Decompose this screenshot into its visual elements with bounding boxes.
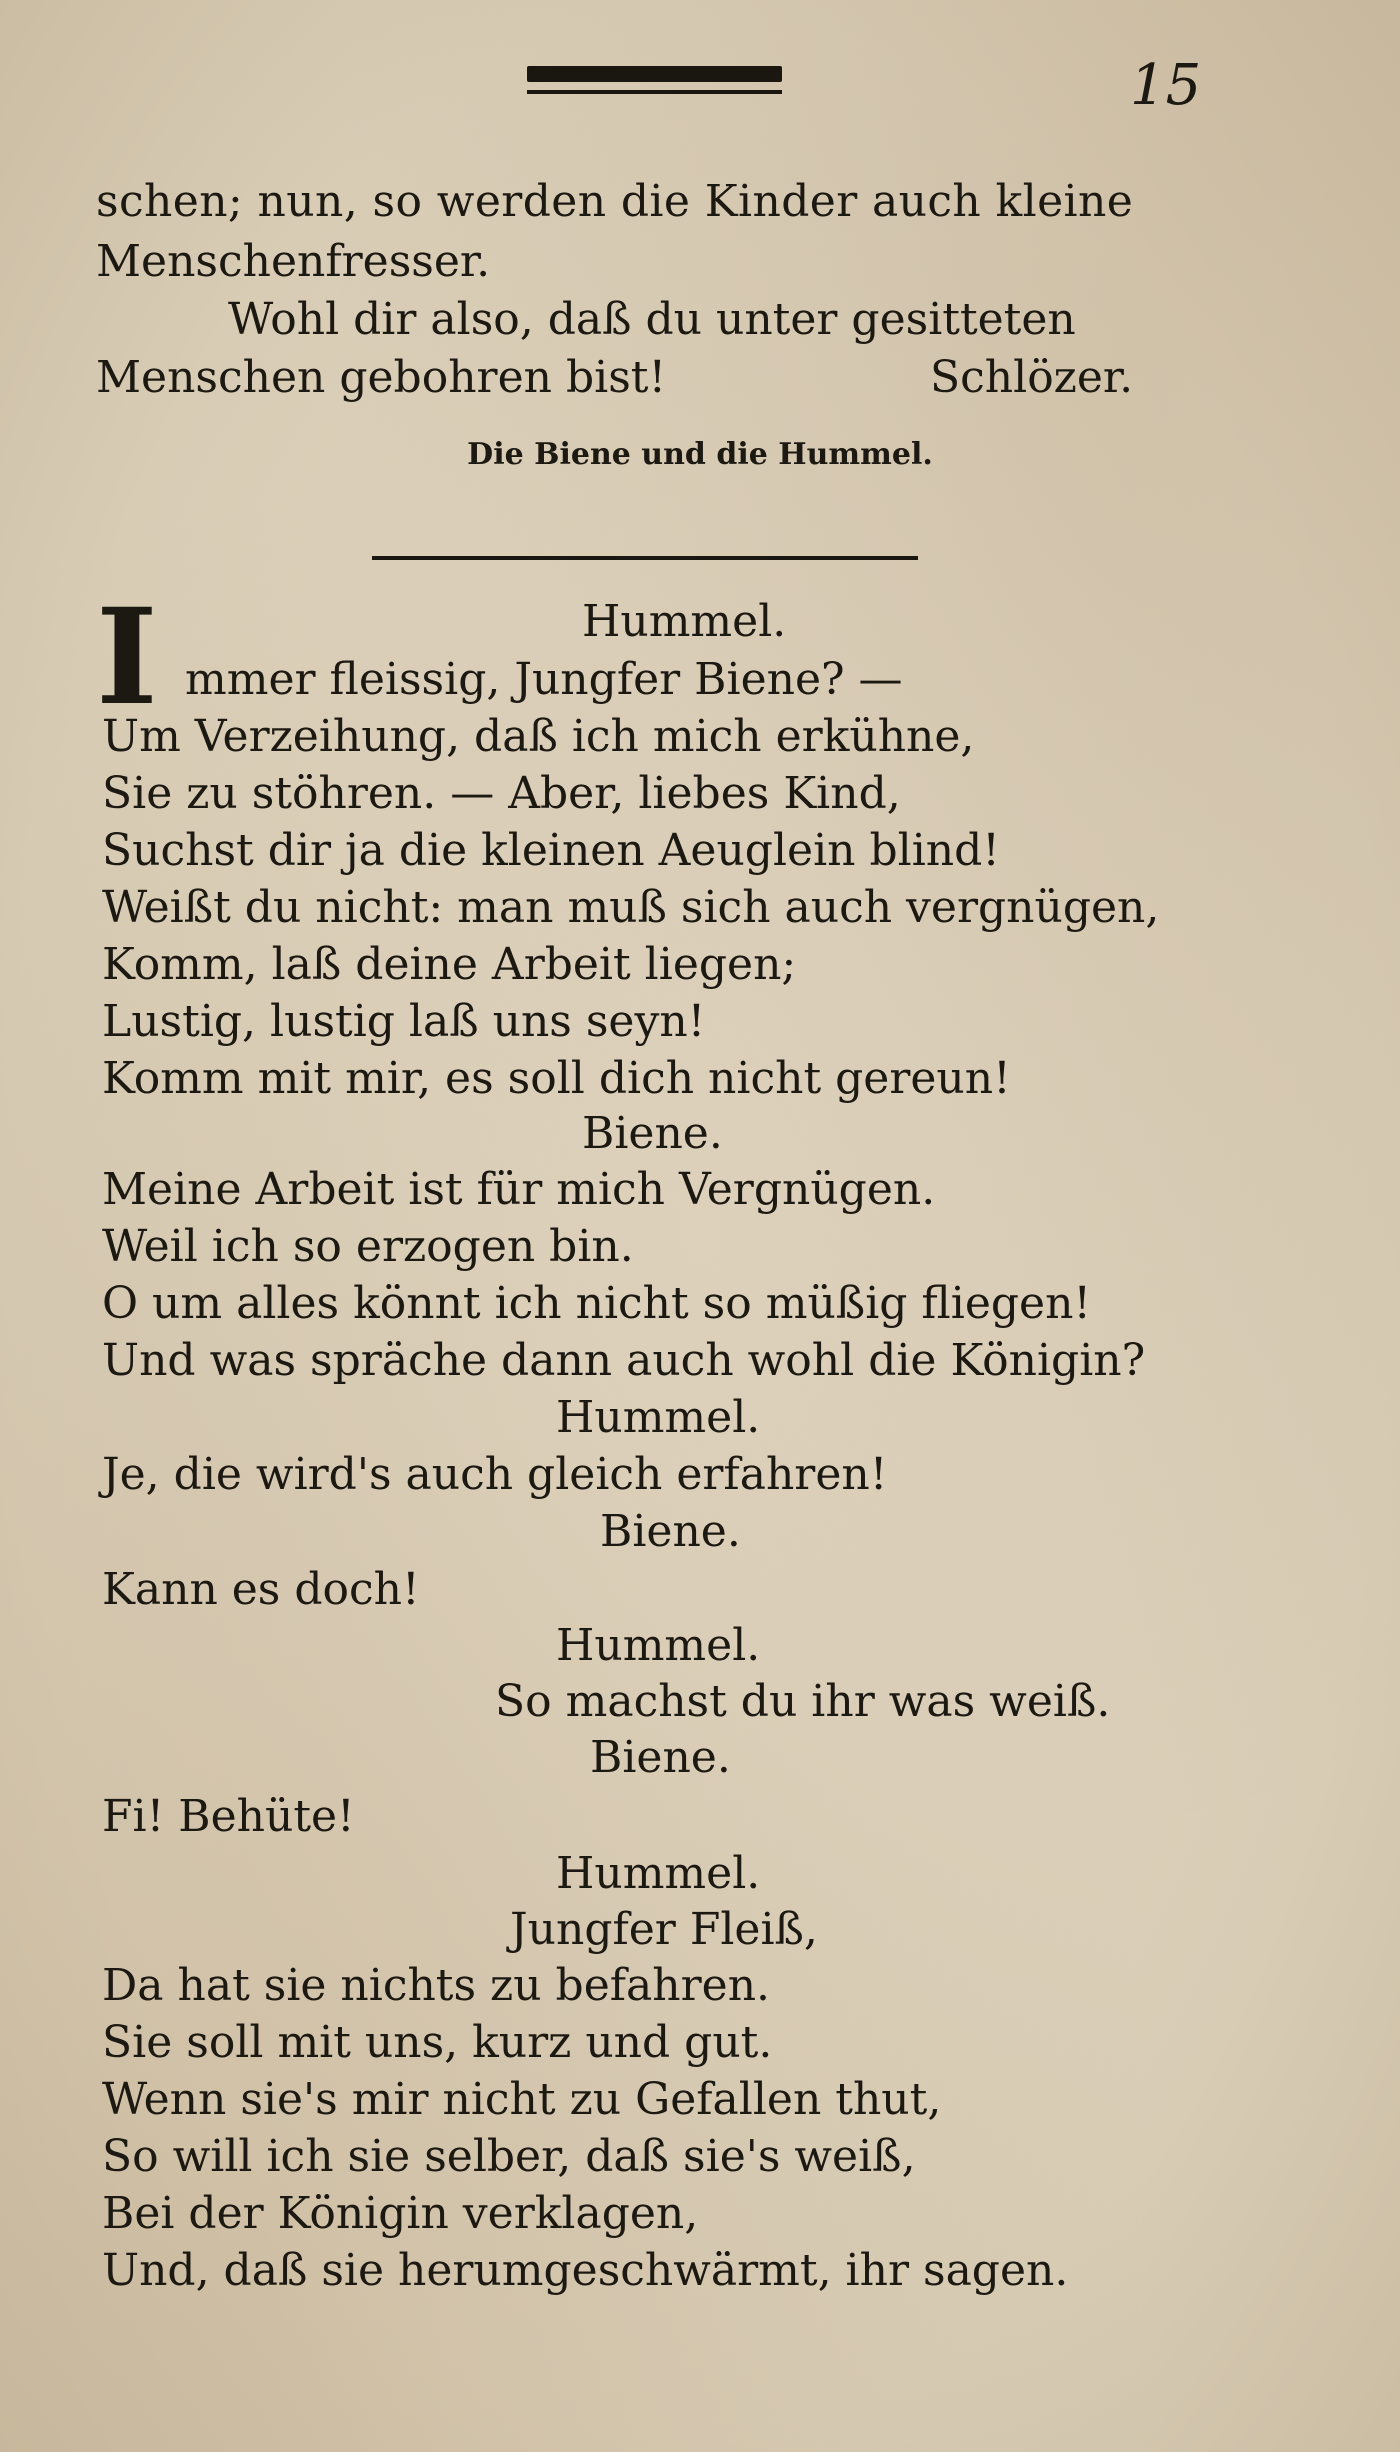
text-line: schen; nun, so werden die Kinder auch kleine — [96, 176, 1134, 227]
verse-line: Komm mit mir, es soll dich nicht gereun! — [102, 1053, 1011, 1104]
poem-title: Die Biene und die Hummel. — [467, 437, 933, 472]
verse-line: Sie soll mit uns, kurz und gut. — [102, 2017, 773, 2068]
speaker-name: Hummel. — [582, 596, 787, 647]
verse-line: Meine Arbeit ist für mich Vergnügen. — [102, 1164, 936, 1215]
verse-line: Weil ich so erzogen bin. — [102, 1221, 634, 1272]
verse-line: Sie zu stöhren. — Aber, liebes Kind, — [102, 768, 901, 819]
verse-line: Weißt du nicht: man muß sich auch vergnügen, — [102, 882, 1160, 933]
verse-line: So machst du ihr was weiß. — [495, 1676, 1111, 1727]
title-rule — [372, 556, 918, 560]
verse-line: Bei der Königin verklagen, — [102, 2188, 699, 2239]
verse-line: Wenn sie's mir nicht zu Gefallen thut, — [102, 2074, 942, 2125]
verse-line: Fi! Behüte! — [102, 1791, 355, 1842]
text-line: Wohl dir also, daß du unter gesitteten — [228, 294, 1076, 345]
verse-line: So will ich sie selber, daß sie's weiß, — [102, 2131, 916, 2182]
verse-line: Je, die wird's auch gleich erfahren! — [102, 1449, 888, 1500]
verse-line: Lustig, lustig laß uns seyn! — [102, 996, 706, 1047]
verse-line: Und, daß sie herumgeschwärmt, ihr sagen. — [102, 2245, 1069, 2296]
text-line: Menschen gebohren bist! — [96, 352, 667, 403]
speaker-name: Biene. — [590, 1732, 731, 1783]
speaker-name: Biene. — [582, 1108, 723, 1159]
verse-line: Kann es doch! — [102, 1564, 420, 1615]
header-rule-thick — [527, 66, 782, 82]
verse-line: mmer fleissig, Jungfer Biene? — — [185, 654, 903, 705]
text-line: Menschenfresser. — [96, 236, 491, 287]
verse-line: Und was spräche dann auch wohl die Königin? — [102, 1335, 1146, 1386]
drop-cap: I — [96, 580, 158, 735]
verse-line: O um alles könnt ich nicht so müßig fliegen! — [102, 1278, 1092, 1329]
header-ornament-rule — [527, 66, 782, 100]
verse-line: Jungfer Fleiß, — [510, 1904, 818, 1955]
speaker-name: Hummel. — [556, 1848, 761, 1899]
verse-line: Da hat sie nichts zu befahren. — [102, 1960, 771, 2011]
verse-line: Komm, laß deine Arbeit liegen; — [102, 939, 797, 990]
verse-line: Suchst dir ja die kleinen Aeuglein blind! — [102, 825, 1000, 876]
verse-line: Um Verzeihung, daß ich mich erkühne, — [102, 711, 975, 762]
author-signature: Schlözer. — [930, 352, 1134, 403]
header-rule-thin — [527, 90, 782, 94]
speaker-name: Hummel. — [556, 1620, 761, 1671]
speaker-name: Hummel. — [556, 1392, 761, 1443]
page-number: 15 — [1130, 53, 1202, 118]
speaker-name: Biene. — [600, 1506, 741, 1557]
